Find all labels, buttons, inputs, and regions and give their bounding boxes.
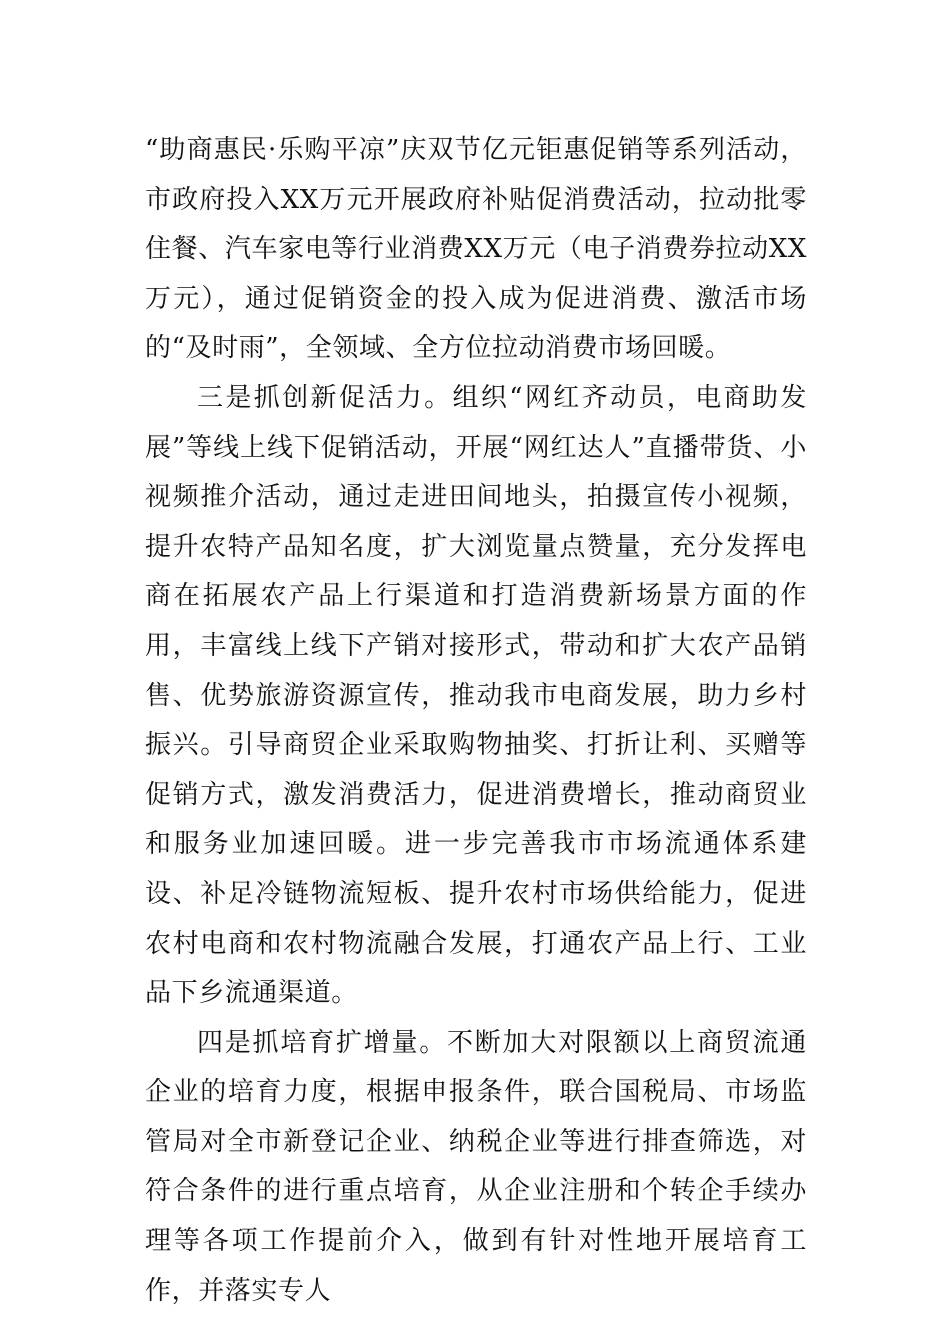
- paragraph-continuation: “助商惠民·乐购平凉”庆双节亿元钜惠促销等系列活动，市政府投入XX万元开展政府补贴促消费活动，拉动批零住餐、汽车家电等行业消费XX万元（电子消费券拉动XX万元），通过促销资金的投入成为促进消费、激活市场的“及时雨”，全领域、全方位拉动消费市场回暖。: [145, 135, 807, 364]
- paragraph-innovation: 三是抓创新促活力。组织“网红齐动员，电商助发展”等线上线下促销活动，开展“网红达人”直播带货、小视频推介活动，通过走进田间地头，拍摄宣传小视频，提升农特产品知名度，扩大浏览量点赞量，充分发挥电商在拓展农产品上行渠道和打造消费新场景方面的作用，丰富线上线下产销对接形式，带动和扩大农产品销售、优势旅游资源宣传，推动我市电商发展，助力乡村振兴。引导商贸企业采取购物抽奖、打折让利、买赠等促销方式，激发消费活力，促进消费增长，推动商贸业和服务业加速回暖。进一步完善我市市场流通体系建设、补足冷链物流短板、提升农村市场供给能力，促进农村电商和农村物流融合发展，打通农产品上行、工业品下乡流通渠道。: [145, 382, 807, 1009]
- paragraph-cultivation: 四是抓培育扩增量。不断加大对限额以上商贸流通企业的培育力度，根据申报条件，联合国税局、市场监管局对全市新登记企业、纳税企业等进行排查筛选，对符合条件的进行重点培育，从企业注册和个转企手续办理等各项工作提前介入，做到有针对性地开展培育工作，并落实专人: [145, 1027, 807, 1306]
- document-body: [145, 126, 807, 1316]
